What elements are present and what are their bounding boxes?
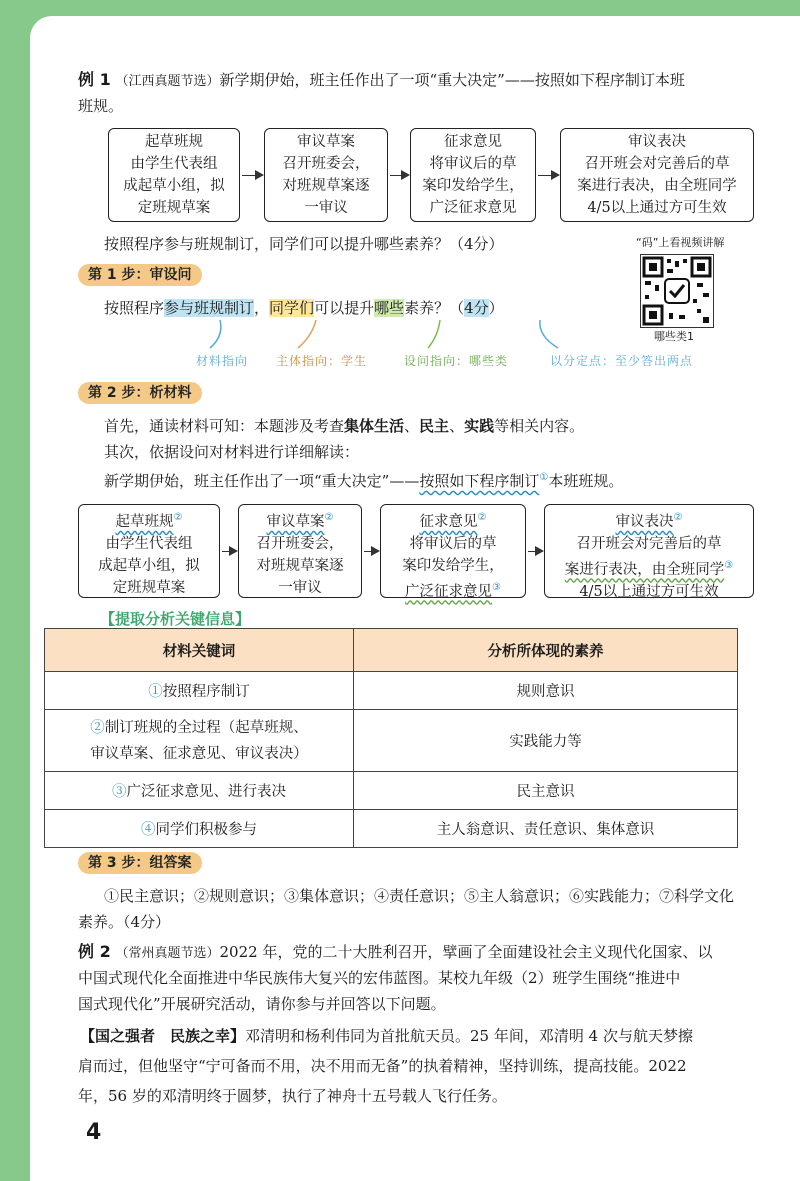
flow1-box-2-line2: 召开班委会， <box>282 156 370 172</box>
flow2-box-4-line3-text: 案进行表决，由全班同学 <box>564 561 725 578</box>
table-cell-num: ③ <box>112 784 127 800</box>
flow1-box-1-line3: 成起草小组，拟 <box>123 178 225 194</box>
step1-q-part-i: ） <box>488 299 504 317</box>
flow2-box-3-line2: 将审议后的草 <box>409 535 497 552</box>
step1-q-part-c: ， <box>254 299 270 317</box>
step2-paragraph1 <box>104 414 584 438</box>
step1-subject-highlight: 同学们 <box>269 299 315 317</box>
table-cell-keyword-text: 同学们积极参与 <box>155 822 257 838</box>
flow1-box-4-line2: 召开班会对完善后的草 <box>584 156 730 172</box>
step2-p1-g: 等相关内容。 <box>494 417 585 435</box>
flow2-box-1 <box>78 504 220 598</box>
flow2-box-1-sup: ② <box>173 512 183 523</box>
table-cell-keyword-text: 制订班规的全过程（起草班规、 <box>104 719 308 736</box>
step1-annotation-arrows <box>180 318 620 352</box>
table-header-quality: 分析所体现的素养 <box>354 629 738 672</box>
flow1-box-4-title: 审议表决 <box>628 134 686 150</box>
step2-p1-e: 、 <box>449 417 465 435</box>
page-number: 4 <box>86 1120 102 1145</box>
step3-tag: 第 3 步：组答案 <box>78 852 202 874</box>
example1-intro <box>78 68 758 94</box>
flow2-box-2 <box>238 504 362 598</box>
step1-annotation-score: 以分定点：至少答出两点 <box>550 354 694 368</box>
flow1-box-3 <box>410 128 536 222</box>
table-row <box>45 672 738 710</box>
flow2-box-4-line4: 4/5以上通过方可生效 <box>579 583 719 600</box>
step2-p3-underlined: 按照如下程序制订 <box>419 472 540 490</box>
step1-annotation-question: 设问指向：哪些类 <box>404 354 509 368</box>
key-info-table <box>44 628 738 848</box>
flow1-arrow-1 <box>242 175 262 176</box>
qr-code[interactable] <box>640 254 714 328</box>
qr-code-icon <box>641 255 713 327</box>
flow2-box-4-title-text: 审议表决 <box>615 513 674 530</box>
flow2-box-4-sup: ② <box>673 512 683 523</box>
step1-annotation-subject: 主体指向：学生 <box>276 354 368 368</box>
flow2-box-2-sup: ② <box>324 512 334 523</box>
example1-question: 按照程序参与班规制订，同学们可以提升哪些素养？（4分） <box>104 235 504 253</box>
flow2-arrow-1 <box>222 551 236 552</box>
flow1-box-1-line4: 定班规草案 <box>137 200 211 216</box>
example1-label: 例 1 <box>78 70 111 89</box>
flow2-box-3-line4-sup: ③ <box>492 581 501 593</box>
flow2-box-4-line3-sup: ③ <box>724 559 734 571</box>
flow2-box-3-title <box>385 507 521 533</box>
step2-p3-a: 新学期伊始，班主任作出了一项“重大决定”—— <box>104 472 420 490</box>
flow2-box-2-line2: 召开班委会， <box>256 535 344 552</box>
step1-question <box>104 296 504 320</box>
flow2-box-2-title-text: 审议草案 <box>266 513 325 530</box>
flow2-box-4-line2: 召开班会对完善后的草 <box>576 535 722 552</box>
qr-caption: “码”上看视频讲解 <box>636 236 725 249</box>
table-header-row <box>45 629 738 672</box>
step1-q-part-a: 按照程序 <box>104 299 165 317</box>
flow2-box-3-line4 <box>385 577 521 603</box>
step1-question-highlight: 哪些 <box>374 299 405 317</box>
table-cell-num: ② <box>90 719 105 736</box>
example1-intro-line2: 班规。 <box>78 97 124 115</box>
step1-q-part-e: 可以提升 <box>314 299 375 317</box>
flow2-box-1-title <box>83 507 215 533</box>
step2-paragraph3 <box>104 466 623 493</box>
example2-line3: 国式现代化”开展研究活动，请你参与并回答以下问题。 <box>78 995 446 1013</box>
flow1-arrow-3 <box>538 175 558 176</box>
flow2-box-1-line4: 定班规草案 <box>112 579 186 596</box>
flow2-box-3-title-text: 征求意见 <box>419 513 478 530</box>
step1-material-highlight: 参与班规制订 <box>164 299 255 317</box>
step1-q-part-g: 素养？（ <box>404 299 465 317</box>
example2-material-line1 <box>80 1024 693 1048</box>
example2-material-line3: 年，56 岁的邓清明终于圆梦，执行了神舟十五号载人飞行任务。 <box>78 1087 507 1105</box>
flow2-box-4-title <box>549 507 749 533</box>
flow1-box-4-line3: 案进行表决，由全班同学 <box>577 178 737 194</box>
step2-p1-a: 首先，通读材料可知：本题涉及考查 <box>104 417 345 435</box>
flow1-box-3-line3: 案印发给学生， <box>422 178 524 194</box>
flow1-box-1 <box>108 128 240 222</box>
flow2-box-4-line3 <box>549 555 749 581</box>
flow2-box-3-line3: 案印发给学生， <box>402 557 504 574</box>
qr-label: 哪些类1 <box>654 330 694 343</box>
step1-tag: 第 1 步：审设问 <box>78 264 202 286</box>
flow1-box-2-line4: 一审议 <box>304 200 348 216</box>
table-row <box>45 810 738 848</box>
flow2-box-1-line2: 由学生代表组 <box>105 535 193 552</box>
flow2-box-2-title <box>243 507 357 533</box>
step2-keyword-practice: 实践 <box>464 417 495 435</box>
table-row <box>45 710 738 772</box>
example2-material-line2: 肩而过，但他坚守“宁可备而不用，决不用而无备”的执着精神，坚持训练，提高技能。2022 <box>78 1057 687 1075</box>
step2-tag: 第 2 步：析材料 <box>78 382 202 404</box>
flow1-box-3-line2: 将审议后的草 <box>429 156 517 172</box>
flow2-box-3-sup: ② <box>477 512 487 523</box>
table-cell-quality: 规则意识 <box>354 672 738 710</box>
flow2-box-3 <box>380 504 526 598</box>
flow1-arrow-2 <box>390 175 408 176</box>
step2-p3-sup: ① <box>539 472 549 483</box>
step2-paragraph2: 其次，依据设问对材料进行详细解读： <box>104 443 360 461</box>
flow2-box-1-line3: 成起草小组，拟 <box>98 557 200 574</box>
step1-score-highlight: 4分 <box>464 299 489 317</box>
example1-intro-line1: 新学期伊始，班主任作出了一项“重大决定”——按照如下程序制订本班 <box>219 71 685 89</box>
table-cell-num: ① <box>148 684 163 700</box>
step2-p3-c: 本班班规。 <box>548 472 624 490</box>
flow2-box-2-line3: 对班规草案逐 <box>256 557 344 574</box>
table-cell-keyword-text: 按照程序制订 <box>162 684 250 700</box>
example2-line1 <box>78 940 758 966</box>
step2-keyword-democracy: 民主 <box>419 417 450 435</box>
table-row <box>45 772 738 810</box>
flow2-box-3-line4-text: 广泛征求意见 <box>405 583 493 600</box>
flow1-box-1-line2: 由学生代表组 <box>130 156 218 172</box>
example2-line1-text: 2022 年，党的二十大胜利召开，擘画了全面建设社会主义现代化国家、以 <box>219 943 713 961</box>
step3-answer-line1: ①民主意识；②规则意识；③集体意识；④责任意识；⑤主人翁意识；⑥实践能力；⑦科学文化 <box>104 887 735 905</box>
example2-source: （常州真题节选） <box>115 946 220 961</box>
flow2-arrow-2 <box>364 551 378 552</box>
flow2-arrow-3 <box>528 551 542 552</box>
flow1-box-1-title: 起草班规 <box>145 134 203 150</box>
flow2-box-4 <box>544 504 754 598</box>
flow1-box-4-line4: 4/5以上通过方可生效 <box>587 200 727 216</box>
example1-source: （江西真题节选） <box>115 74 220 89</box>
flow1-box-3-line4: 广泛征求意见 <box>429 200 517 216</box>
table-cell-keyword <box>45 772 354 810</box>
step2-p1-c: 、 <box>404 417 420 435</box>
step1-annotation-material: 材料指向 <box>196 354 249 368</box>
key-info-title: 【提取分析关键信息】 <box>100 610 251 628</box>
step3-answer-line2: 素养。（4分） <box>78 913 171 931</box>
table-cell-keyword <box>45 710 354 772</box>
flow2-box-2-line4: 一审议 <box>278 579 322 596</box>
table-cell-keyword <box>45 672 354 710</box>
example2-material-line1-text: 邓清明和杨利伟同为首批航天员。25 年间，邓清明 4 次与航天梦擦 <box>245 1027 693 1045</box>
table-cell-keyword-text-2: 审议草案、征求意见、审议表决） <box>90 745 308 762</box>
flow2-box-1-title-text: 起草班规 <box>115 513 174 530</box>
example2-material-tag: 【国之强者 民族之幸】 <box>80 1027 246 1045</box>
example2-line2: 中国式现代化全面推进中华民族伟大复兴的宏伟蓝图。某校九年级（2）班学生围绕“推进中 <box>78 969 681 987</box>
example2-label: 例 2 <box>78 942 111 961</box>
table-cell-keyword-text: 广泛征求意见、进行表决 <box>126 784 286 800</box>
flow1-box-3-title: 征求意见 <box>444 134 502 150</box>
flow1-box-4 <box>560 128 754 222</box>
flow1-box-2 <box>264 128 388 222</box>
table-header-keyword: 材料关键词 <box>45 629 354 672</box>
table-cell-keyword <box>45 810 354 848</box>
table-cell-quality: 实践能力等 <box>354 710 738 772</box>
flow1-box-2-line3: 对班规草案逐 <box>282 178 370 194</box>
flow1-box-2-title: 审议草案 <box>297 134 355 150</box>
table-cell-num: ④ <box>141 822 156 838</box>
step2-keyword-collective: 集体生活 <box>344 417 405 435</box>
table-cell-quality: 主人翁意识、责任意识、集体意识 <box>354 810 738 848</box>
table-cell-quality: 民主意识 <box>354 772 738 810</box>
